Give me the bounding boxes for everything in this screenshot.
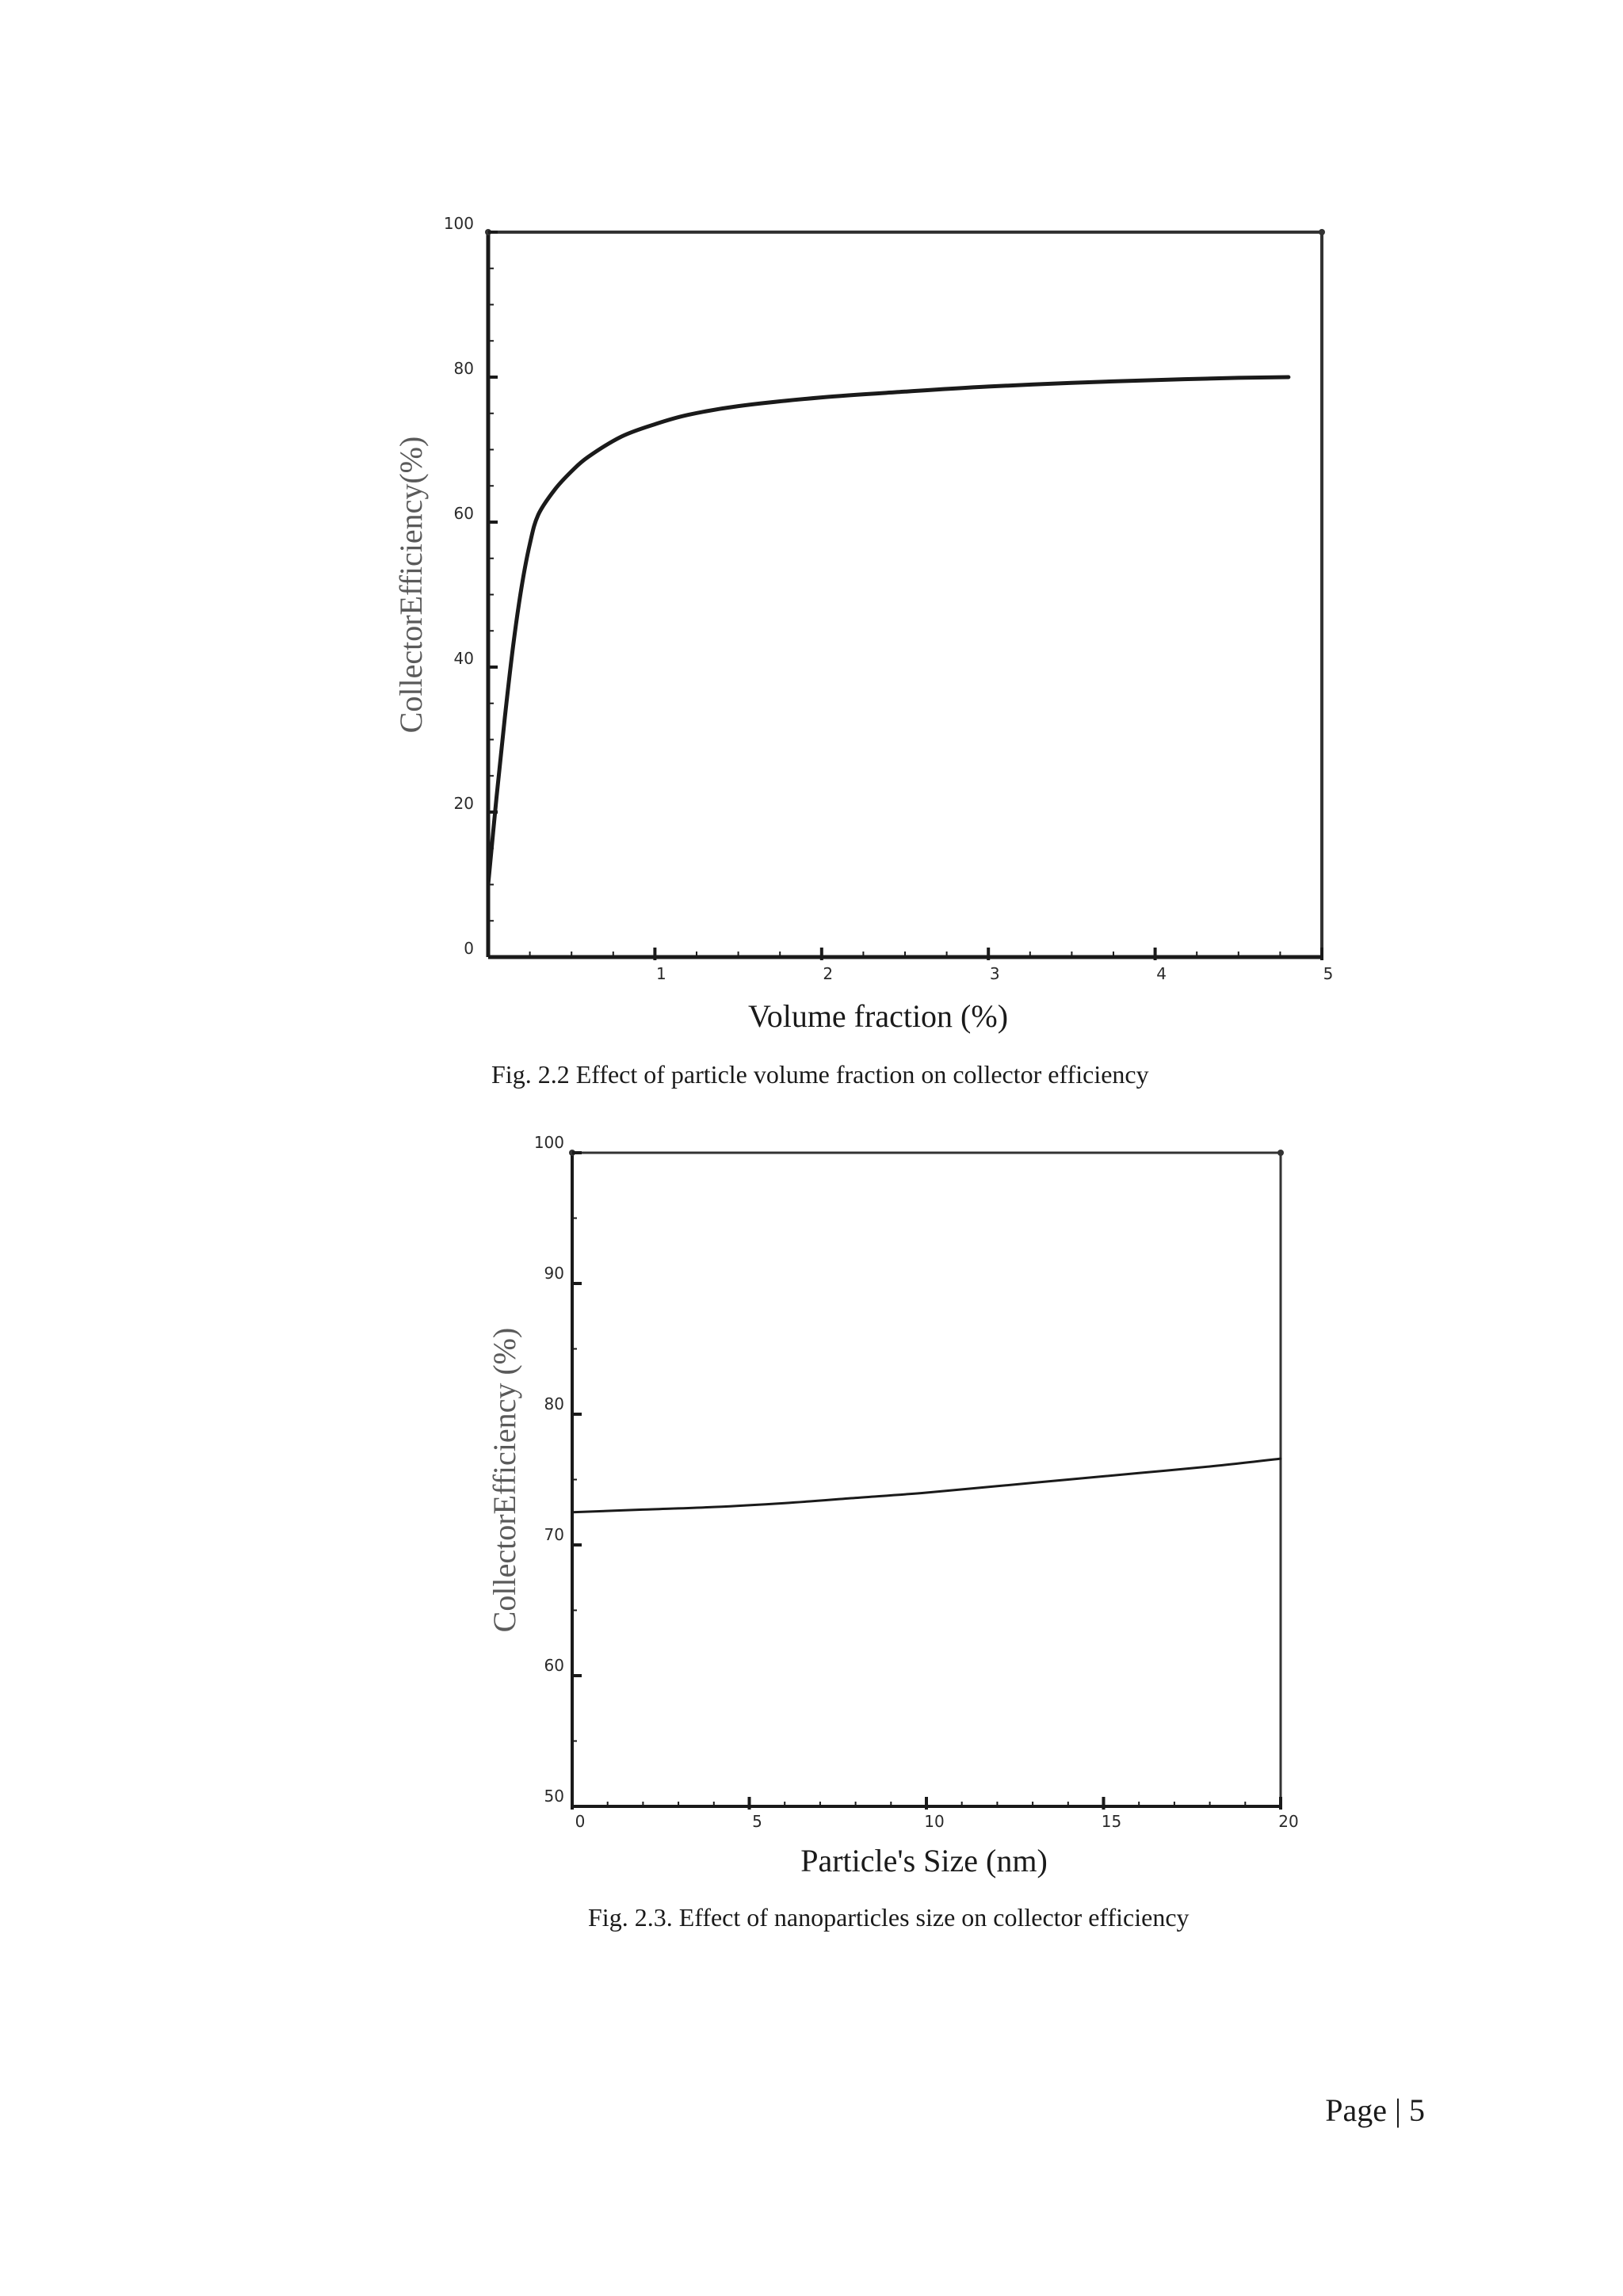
y-tick-label: 60 (453, 504, 474, 523)
chart-volume-fraction (393, 214, 1333, 1034)
x-axis-title: Particle's Size (nm) (800, 1843, 1048, 1878)
x-tick-label: 5 (752, 1812, 762, 1831)
x-axis-title: Volume fraction (%) (747, 998, 1009, 1034)
x-tick-label: 2 (823, 964, 834, 983)
x-tick-label: 5 (1323, 964, 1334, 983)
y-tick-label: 90 (544, 1264, 564, 1283)
frame-corner-dot (1277, 1150, 1284, 1156)
y-tick-label: 60 (544, 1656, 564, 1675)
figure-caption-2-2: Fig. 2.2 Effect of particle volume fraction on collector efficiency (491, 1060, 1149, 1089)
y-tick-label: 80 (544, 1394, 564, 1413)
x-tick-label: 20 (1278, 1812, 1299, 1831)
x-tick-label: 0 (575, 1812, 586, 1831)
y-tick-label: 40 (453, 649, 474, 668)
figure-caption-2-3: Fig. 2.3. Effect of nanoparticles size on collector efficiency (588, 1903, 1190, 1932)
series-line (488, 377, 1289, 885)
x-tick-label: 1 (656, 964, 666, 983)
y-tick-label: 0 (464, 939, 474, 958)
chart-particle-size (487, 1133, 1299, 1878)
x-tick-label: 15 (1101, 1812, 1122, 1831)
y-tick-label: 100 (533, 1133, 564, 1152)
frame-corner-dot (1319, 229, 1325, 235)
series-line (572, 1459, 1281, 1512)
y-axis-title: CollectorEfficiency(%) (393, 436, 429, 734)
x-tick-label: 10 (924, 1812, 945, 1831)
y-tick-label: 100 (443, 214, 474, 233)
x-tick-label: 4 (1156, 964, 1167, 983)
y-tick-label: 70 (544, 1525, 564, 1544)
y-tick-label: 20 (453, 794, 474, 813)
y-tick-label: 50 (544, 1787, 564, 1806)
x-tick-label: 3 (989, 964, 1000, 983)
page-number: Page | 5 (1325, 2092, 1425, 2128)
y-tick-label: 80 (453, 359, 474, 378)
y-axis-title: CollectorEfficiency (%) (487, 1327, 522, 1633)
